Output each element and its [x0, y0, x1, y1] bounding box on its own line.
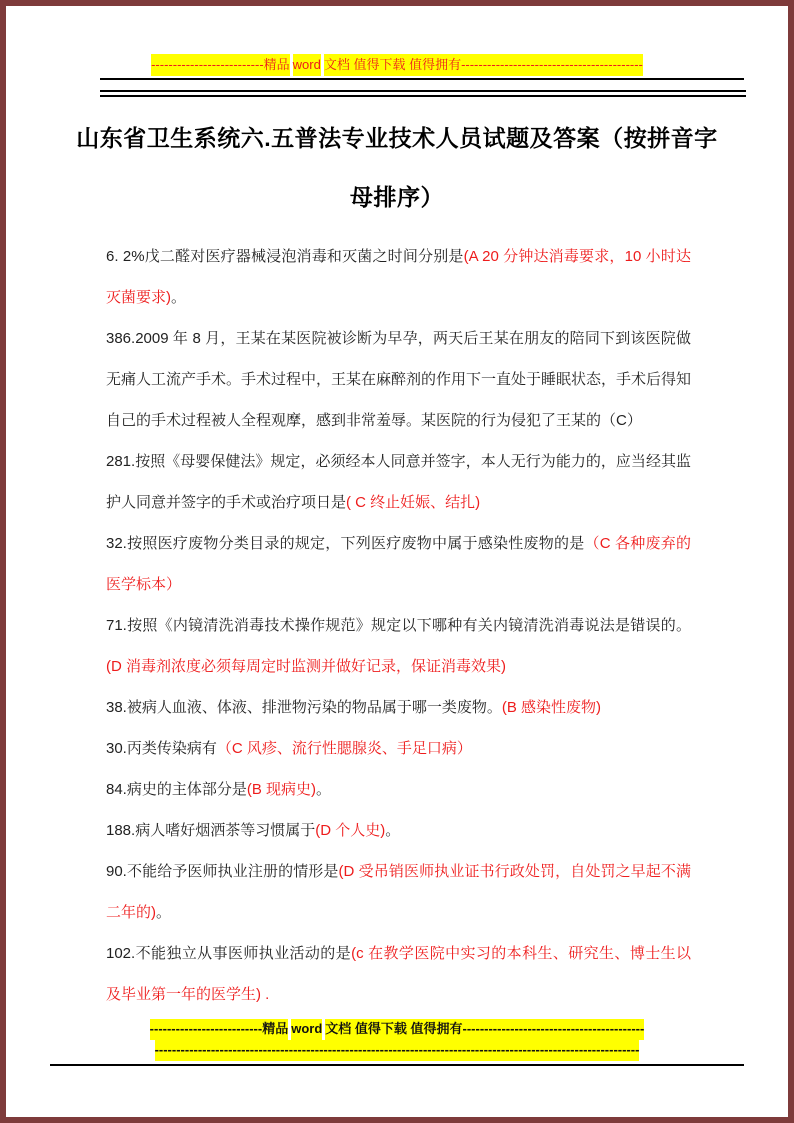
banner-segment: 文档 值得下载 值得拥有------------------------------------------ — [325, 1019, 644, 1040]
question-paragraph — [106, 318, 691, 441]
footer-underline — [50, 1064, 744, 1066]
question-paragraph — [106, 687, 691, 728]
question-text: 281.按照《母婴保健法》规定，必须经本人同意并签字，本人无行为能力的，应当经其监护人同意并签字的手术或治疗项日是 — [106, 453, 691, 511]
question-paragraph — [106, 605, 691, 687]
question-text: 188.病人嗜好烟洒茶等习惯属于 — [106, 822, 316, 839]
page-header — [6, 6, 788, 97]
question-text: 32.按照医疗废物分类目录的规定，下列医疗废物中属于感染性废物的是 — [106, 535, 585, 552]
question-text: 90.不能给予医师执业注册的情形是 — [106, 863, 339, 880]
header-underline — [100, 78, 744, 80]
question-text: 。 — [316, 781, 332, 798]
questions — [106, 236, 691, 1015]
question-text: 。 — [156, 904, 172, 921]
question-text: 6. 2%戊二醛对医疗器械浸泡消毒和灭菌之时间分别是 — [106, 248, 464, 265]
question-paragraph — [106, 441, 691, 523]
question-text: 。 — [171, 289, 187, 306]
answer-text: (D 消毒剂浓度必须每周定时监测并做好记录，保证消毒效果) — [106, 658, 506, 675]
banner-segment: word — [293, 54, 321, 76]
header-double-rule — [100, 90, 746, 97]
banner-segment: word — [291, 1019, 322, 1040]
question-paragraph — [106, 933, 691, 1015]
answer-text: (B 现病史) — [246, 781, 317, 798]
question-text: 30.丙类传染病有 — [106, 740, 217, 757]
question-paragraph — [106, 851, 691, 933]
answer-text: (A 20 分钟达消毒要求，10 小时达灭菌要求) — [106, 248, 692, 306]
question-paragraph — [106, 236, 691, 318]
footer-dash-line — [6, 1040, 788, 1061]
question-paragraph — [106, 810, 691, 851]
answer-text: （C 各种废弃的医学标本） — [106, 535, 691, 593]
answer-text: ( C 终止妊娠、结扎) — [346, 494, 481, 511]
document-title: 山东省卫生系统六.五普法专业技术人员试题及答案（按拼音字母排序） — [76, 125, 718, 210]
footer-banner — [6, 1019, 788, 1040]
banner-segment: --------------------------精品 — [150, 1019, 289, 1040]
answer-text: （C 风疹、流行性腮腺炎、手足口病） — [216, 740, 472, 757]
question-text: 38.被病人血液、体液、排泄物污染的物品属于哪一类废物。 — [106, 699, 502, 716]
footer-dashes: ---------------------------------------------------------------------------------------------------------------- — [155, 1040, 640, 1061]
question-paragraph — [106, 728, 691, 769]
header-banner — [6, 54, 788, 76]
banner-segment: --------------------------精品 — [151, 54, 290, 76]
answer-text: (D 个人史) — [315, 822, 386, 839]
question-text: 。 — [385, 822, 401, 839]
question-text: 84.病史的主体部分是 — [106, 781, 247, 798]
question-text: 71.按照《内镜清洗消毒技术操作规范》规定以下哪种有关内镜清洗消毒说法是错误的。 — [106, 617, 691, 634]
answer-text: (D 受吊销医师执业证书行政处罚，自处罚之早起不满二年的) — [106, 863, 692, 921]
question-paragraph — [106, 523, 691, 605]
question-text: 102.不能独立从事医师执业活动的是 — [106, 945, 352, 962]
page-footer — [6, 1019, 788, 1066]
question-text: 386.2009 年 8 月，王某在某医院被诊断为早孕，两天后王某在朋友的陪同下到该医院做无痛人工流产手术。手术过程中，王某在麻醉剂的作用下一直处于睡眠状态，手术后得知自己的手术过程被人全程观摩，感到非常羞辱。某医院的行为侵犯了王某的（C） — [106, 330, 692, 429]
answer-text: (c 在教学医院中实习的本科生、研究生、博士生以及毕业第一年的医学生) . — [106, 945, 691, 1003]
banner-segment: 文档 值得下载 值得拥有------------------------------------------ — [324, 54, 643, 76]
question-paragraph — [106, 769, 691, 810]
answer-text: (B 感染性废物) — [501, 699, 602, 716]
